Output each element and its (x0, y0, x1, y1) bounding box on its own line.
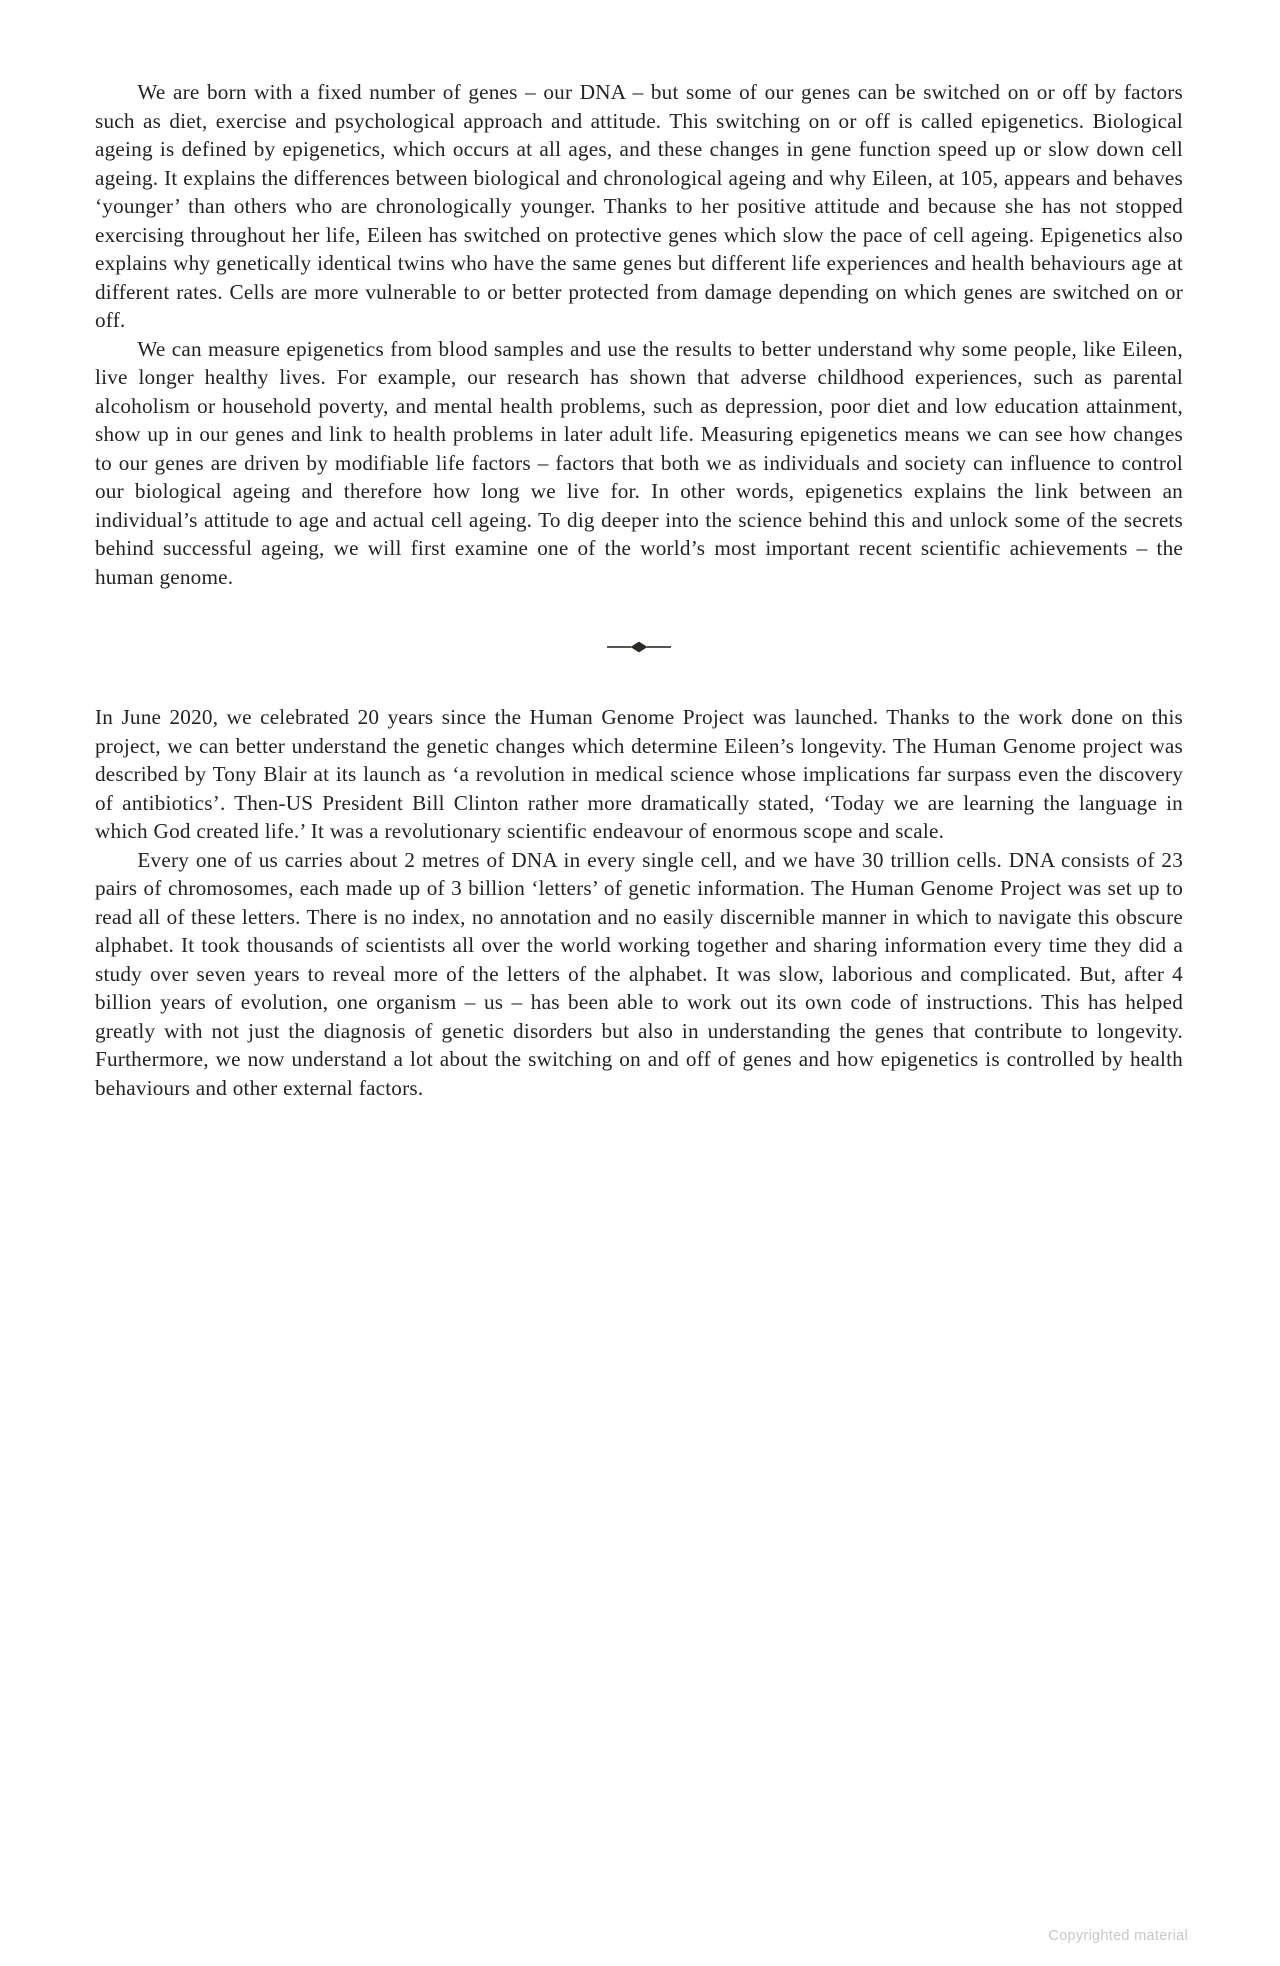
section-human-genome (95, 703, 1183, 1102)
paragraph: We can measure epigenetics from blood samples and use the results to better understand why some people, like Eileen, live longer healthy lives. For example, our research has shown that adverse childhood experiences, such as parental alcoholism or household poverty, and mental health problems, such as depression, poor diet and low education attainment, show up in our genes and link to health problems in later adult life. Measuring epigenetics means we can see how changes to our genes are driven by modifiable life factors – factors that both we as individuals and society can influence to control our biological ageing and therefore how long we live for. In other words, epigenetics explains the link between an individual’s attitude to age and actual cell ageing. To dig deeper into the science behind this and unlock some of the secrets behind successful ageing, we will first examine one of the world’s most important recent scientific achievements – the human genome. (95, 336, 1183, 589)
paragraph: Every one of us carries about 2 metres of DNA in every single cell, and we have 30 trillion cells. DNA consists of 23 pairs of chromosomes, each made up of 3 billion ‘letters’ of genetic information. The Human Genome Project was set up to read all of these letters. There is no index, no annotation and no easily discernible manner in which to navigate this obscure alphabet. It took thousands of scientists all over the world working together and sharing information every time they did a study over seven years to reveal more of the letters of the alphabet. It was slow, laborious and complicated. But, after 4 billion years of evolution, one organism – us – has been able to work out its own code of instructions. This has helped greatly with not just the diagnosis of genetic disorders but also in understanding the genes that contribute to longevity. Furthermore, we now understand a lot about the switching on and off of genes and how epigenetics is controlled by health behaviours and other external factors. (95, 847, 1183, 1100)
section-divider (95, 591, 1183, 703)
section-epigenetics (95, 78, 1183, 591)
paragraph: We are born with a fixed number of genes – our DNA – but some of our genes can be switched on or off by factors such as diet, exercise and psychological approach and attitude. This switching on or off is called epigenetics. Biological ageing is defined by epigenetics, which occurs at all ages, and these changes in gene function speed up or slow down cell ageing. It explains the differences between biological and chronological ageing and why Eileen, at 105, appears and behaves ‘younger’ than others who are chronologically younger. Thanks to her positive attitude and because she has not stopped exercising throughout her life, Eileen has switched on protective genes which slow the pace of cell ageing. Epigenetics also explains why genetically identical twins who have the same genes but different life experiences and health behaviours age at different rates. Cells are more vulnerable to or better protected from damage depending on which genes are switched on or off. (95, 80, 1183, 332)
text-column (95, 78, 1183, 1102)
diamond-rule-ornament-icon (607, 640, 671, 654)
copyright-notice: Copyrighted material (1048, 1928, 1188, 1944)
paragraph: In June 2020, we celebrated 20 years since the Human Genome Project was launched. Thanks to the work done on this project, we can better understand the genetic changes which determine Eileen’s longevity. The Human Genome project was described by Tony Blair at its launch as ‘a revolution in medical science whose implications far surpass even the discovery of antibiotics’. Then-US President Bill Clinton rather more dramatically stated, ‘Today we are learning the language in which God created life.’ It was a revolutionary scientific endeavour of enormous scope and scale. (95, 705, 1183, 843)
